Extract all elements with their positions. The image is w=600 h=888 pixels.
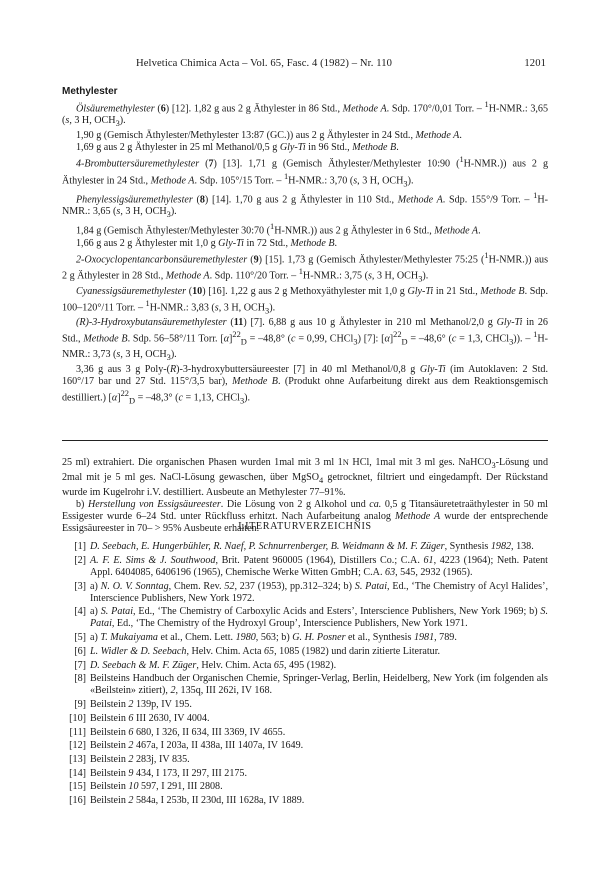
reference-item [62,795,548,807]
reference-text: A. F. E. Sims & J. Southwood, Brit. Patent 960005 (1964), Distillers Co.; C.A. 61, 4223 (1964); Neth. Patent Appl. 6404085, 6406196 (1965), Chemische Werke Witten GmbH; C.A. 63, 545, 2932 (1965). [90,554,548,578]
reference-number: [9] [74,699,86,711]
compound-paragraph: 1,90 g (Gemisch Äthylester/Methylester 13:87 (GC.)) aus 2 g Äthylester in 24 Std., Methode A. [76,130,462,142]
reference-number: [12] [69,740,86,752]
section-heading: Methylester [62,86,118,97]
reference-item [62,541,548,553]
reference-number: [2] [74,554,86,566]
reference-number: [14] [69,767,86,779]
reference-item [62,660,548,672]
reference-item [62,646,548,658]
reference-text: Beilstein 2 584a, I 253b, II 230d, III 1628a, IV 1889. [90,795,305,807]
reference-text: Beilstein 9 434, I 173, II 297, III 2175. [90,767,248,779]
compound-paragraph: 4-Brombuttersäuremethylester (7) [13]. 1,71 g (Gemisch Äthylester/Methylester 10:90 ($^1$H-NMR.)) aus 2 g Äthylester in 24 Std., Methode A. Sdp. 105°/15 Torr. – $^1$H-NMR.: 3,70 (s, 3 H, $OCH_3$). [62,155,549,188]
compound-paragraph: 1,66 g aus 2 g Äthylester mit 1,0 g Gly-Ti in 72 Std., Methode B. [76,237,338,249]
reference-item [62,768,548,780]
continuation-paragraph: 25 ml) extrahiert. Die organischen Phasen wurden 1mal mit 3 ml 1N HCl, 1mal mit 3 ml ges. NaHCO$_3$-Lösung und 2mal mit je 5 ml ges. NaCl-Lösung gewaschen, über MgSO$_4$ getrocknet, filtriert und eingedampft. Der Rückstand wurde im Kugelrohr i.V. destilliert. Ausbeute an Methylester 77–91%. [62,457,549,499]
reference-text: D. Seebach & M. F. Züger, Helv. Chim. Acta 65, 495 (1982). [90,659,337,671]
reference-item [62,713,548,725]
reference-item [62,699,548,711]
reference-text: Beilstein 6 680, I 326, II 634, III 3369, IV 4655. [90,726,286,738]
reference-item [62,740,548,752]
reference-text: a) N. O. V. Sonntag, Chem. Rev. 52, 237 (1953), pp.312–324; b) S. Patai, Ed., ‘The Chemistry of Acyl Halides’, Interscience Publishers, New York 1972. [90,580,548,604]
compound-paragraph: 2-Oxocyclopentancarbonsäuremethylester (9) [15]. 1,73 g (Gemisch Äthylester/Methylester 75:25 ($^1$H-NMR.)) aus 2 g Äthylester in 28 Std., Methode A. Sdp. 110°/20 Torr. – $^1$H-NMR.: 3,75 (s, 3 H, $OCH_3$). [62,250,548,284]
compound-paragraph: Ölsäuremethylester (6) [12]. 1,82 g aus 2 g Äthylester in 86 Std., Methode A. Sdp. 170°/0,01 Torr. – $^1$H-NMR.: 3,65 (s, 3 H, $OCH_3$). [62,99,549,128]
running-title: Helvetica Chimica Acta – Vol. 65, Fasc. 4 (1982) – Nr. 110 [136,58,392,69]
reference-number: [1] [74,541,86,552]
continuation-paragraph: b) Herstellung von Essigsäureester. Die Lösung von 2 g Alkohol und ca. 0,5 g Titansäuretetraäthylester in 50 ml Essigester wurde 6–24 Std. unter Rückfluss erhitzt. Nach Aufarbeitung analog Methode A wurde der entsprechende Essigsäureester in 70– > 95% Ausbeute erhalten. [62,499,548,535]
reference-number: [10] [69,712,86,724]
reference-number: [16] [69,795,86,807]
reference-text: L. Widler & D. Seebach, Helv. Chim. Acta 65, 1085 (1982) und darin zitierte Literatur. [90,645,441,657]
compound-paragraph: 1,84 g (Gemisch Äthylester/Methylester 30:70 ($^1$H-NMR.)) aus 2 g Äthylester in 6 Std., Methode A. [76,222,481,237]
references-heading: LITERATURVERZEICHNIS [238,521,372,532]
compound-paragraph: 3,36 g aus 3 g Poly-(R)-3-hydroxybuttersäureester [7] in 40 ml Methanol/0,8 g Gly-Ti (im Autoklaven: 2 Std. 160°/17 bar und 27 Std. 115°/3,5 bar), Methode B. (Produkt ohne Aufarbeitung direkt aus dem Reaktionsgemisch destilliert.) $[\alpha]^{22}_D = -48,3^\circ$ (c = 1,13, CHCl$_3$). [62,363,548,406]
reference-text: a) S. Patai, Ed., ‘The Chemistry of Carboxylic Acids and Esters’, Interscience Publishers, New York 1969; b) S. Patai, Ed., ‘The Chemistry of the Hydroxyl Group’, Interscience Publishers, New York 1971. [90,606,548,630]
reference-item [62,581,548,605]
reference-item [62,606,548,630]
references-list [62,541,548,809]
compound-paragraph: 1,69 g aus 2 g Äthylester in 25 ml Methanol/0,5 g Gly-Ti in 96 Std., Methode B. [76,142,399,154]
reference-item [62,555,548,579]
reference-text: Beilstein 2 283j, IV 835. [90,754,190,765]
experimental-section [62,86,548,407]
reference-number: [6] [74,645,86,657]
reference-number: [7] [74,659,86,671]
reference-text: Beilstein 2 139p, IV 195. [90,699,192,711]
reference-number: [5] [74,632,86,644]
reference-text: Beilsteins Handbuch der Organischen Chemie, Springer-Verlag, Berlin, Heidelberg, New York (im folgenden als «Beilstein» zitiert), 2, 135q, III 262i, IV 168. [90,673,548,697]
reference-text: D. Seebach, E. Hungerbühler, R. Naef, P. Schnurrenberger, B. Weidmann & M. F. Züger, Synthesis 1982, 138. [90,541,534,552]
reference-text: Beilstein 10 597, I 291, III 2808. [90,781,223,793]
reference-item [62,727,548,739]
compound-paragraph: Phenylessigsäuremethylester (8) [14]. 1,70 g aus 2 g Äthylester in 110 Std., Methode A. Sdp. 155°/9 Torr. – $^1$H-NMR.: 3,65 (s, 3 H, $OCH_3$). [62,190,548,220]
reference-number: [15] [69,781,86,793]
reference-text: Beilstein 2 467a, I 203a, II 438a, III 1407a, IV 1649. [90,740,304,752]
reference-text: a) T. Mukaiyama et al., Chem. Lett. 1980, 563; b) G. H. Posner et al., Synthesis 1981, 789. [90,632,457,644]
reference-number: [3] [74,580,86,592]
reference-item [62,673,548,697]
reference-item [62,632,548,644]
compound-paragraph: Cyanessigsäuremethylester (10) [16]. 1,22 g aus 2 g Methoxyäthylester mit 1,0 g Gly-Ti in 21 Std., Methode B. Sdp. 100–120°/11 Torr. – $^1$H-NMR.: 3,83 (s, 3 H, $OCH_3$). [62,285,548,316]
reference-number: [4] [74,606,86,618]
section-divider [62,440,548,441]
reference-text: Beilstein 6 III 2630, IV 4004. [90,712,210,724]
reference-number: [11] [69,726,86,738]
reference-number: [8] [74,673,86,685]
page-number: 1201 [524,58,546,69]
reference-item [62,754,548,766]
compound-paragraph: (R)-3-Hydroxybutansäuremethylester (11) [7]. 6,88 g aus 10 g Äthylester in 210 ml Methanol/2,0 g Gly-Ti in 26 Std., Methode B. Sdp. 56–58°/11 Torr. $[\alpha]^{22}_D = -48,8^\circ$ (c = 0,99, CHCl$_3$) [7]: $[\alpha]^{22}_D = -48,6^\circ$ (c = 1,3, CHCl$_3$)). – $^1$H-NMR.: 3,73 (s, 3 H, $OCH_3$). [62,317,549,362]
reference-number: [13] [69,754,86,765]
reference-item [62,781,548,793]
